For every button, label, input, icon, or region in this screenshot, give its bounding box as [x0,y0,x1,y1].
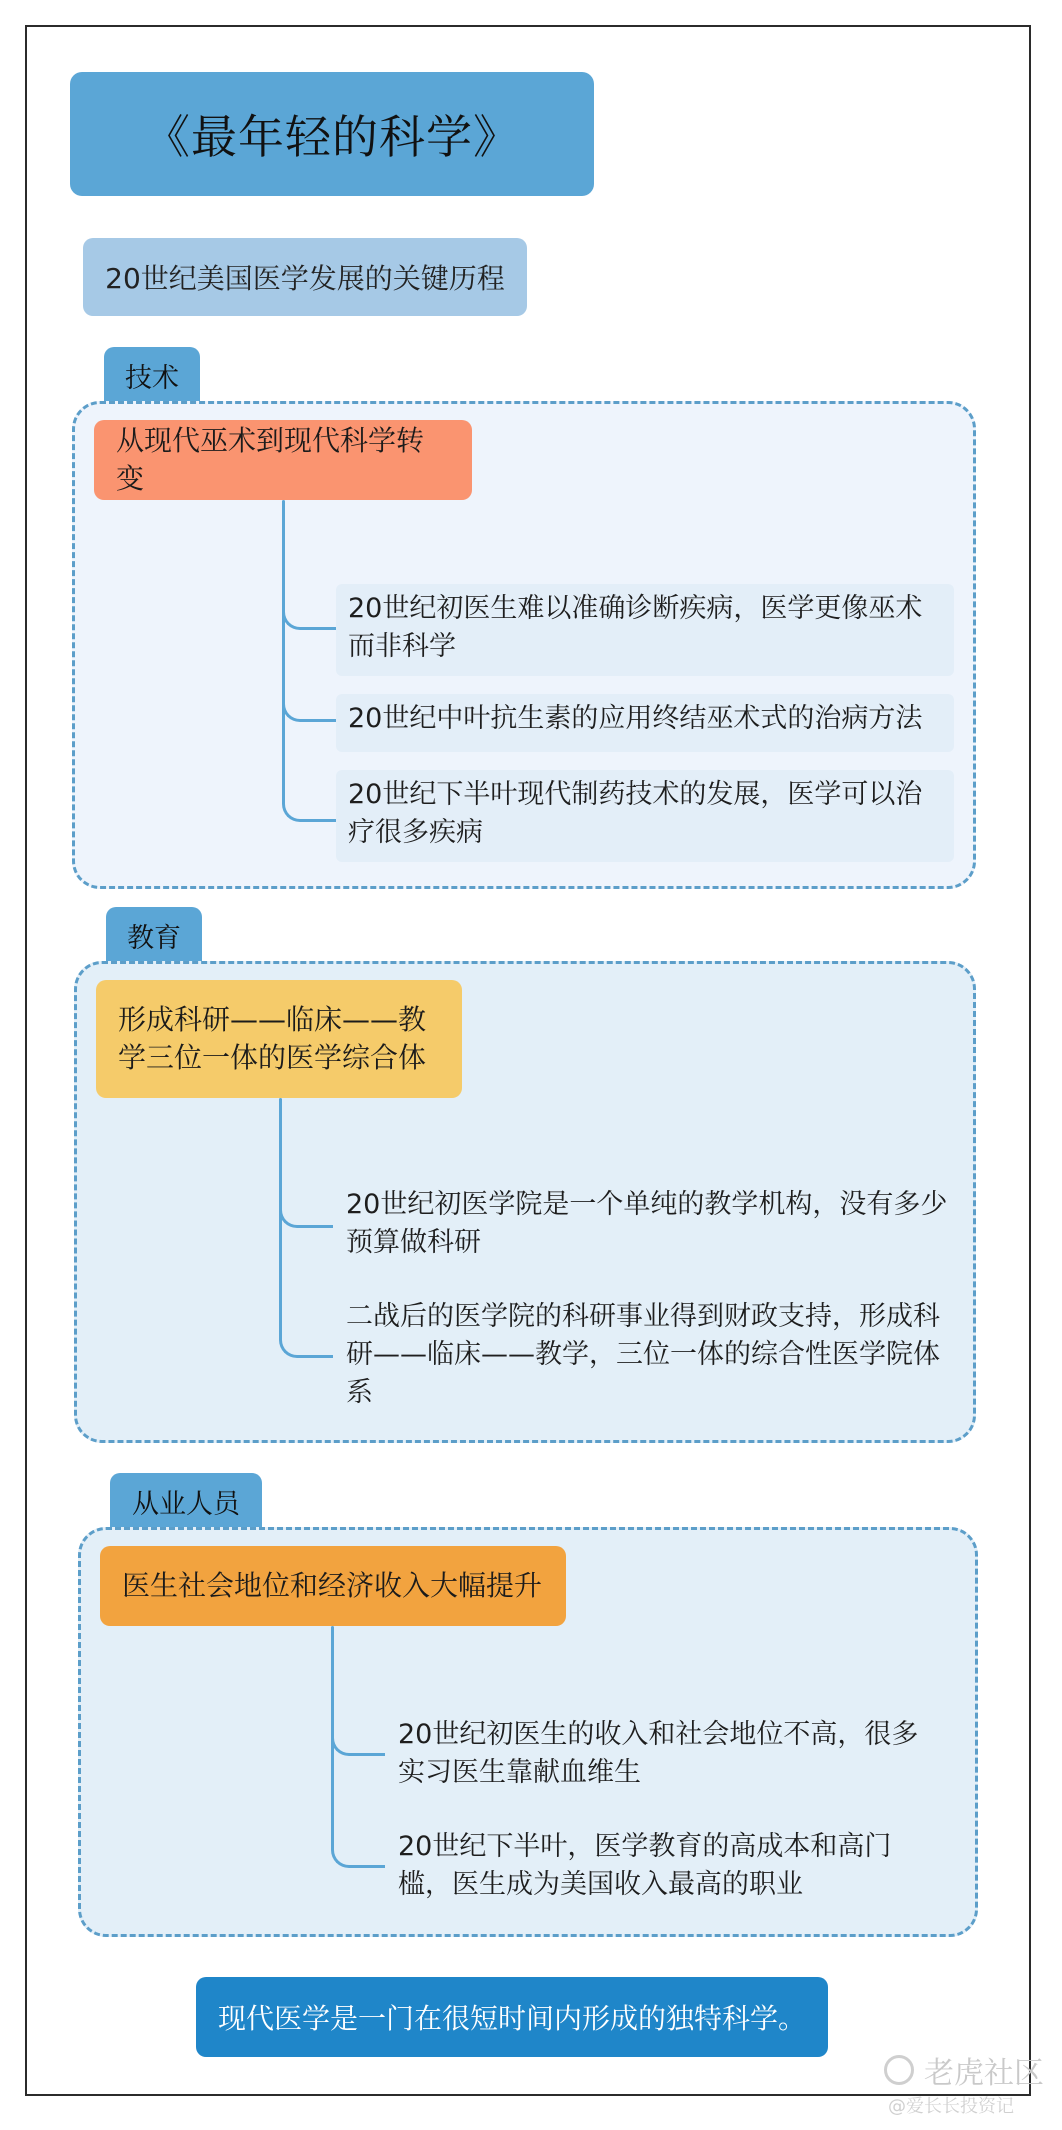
section-tag-practitioners: 从业人员 [110,1473,262,1529]
watermark-text: 老虎社区 [924,2056,1044,2091]
item-education-1: 20世纪初医学院是一个单纯的教学机构，没有多少预算做科研 [346,1189,948,1258]
section-tag-education: 教育 [106,907,202,963]
connector-branch [331,1726,385,1868]
item-technology-1: 20世纪初医生难以准确诊断疾病，医学更像巫术而非科学 [336,584,954,676]
connector-branch [282,560,336,822]
section-tag-technology: 技术 [104,347,200,403]
section-head-practitioners: 医生社会地位和经济收入大幅提升 [100,1546,566,1626]
item-practitioners-1: 20世纪初医生的收入和社会地位不高，很多实习医生靠献血维生 [398,1719,919,1788]
item-technology-2: 20世纪中叶抗生素的应用终结巫术式的治病方法 [336,694,954,752]
connector-branch [279,1198,333,1358]
watermark [884,2048,1044,2092]
section-head-technology: 从现代巫术到现代科学转变 [94,420,472,500]
section-head-education: 形成科研——临床——教学三位一体的医学综合体 [96,980,462,1098]
item-practitioners-2: 20世纪下半叶，医学教育的高成本和高门槛，医生成为美国收入最高的职业 [398,1831,892,1900]
footer-conclusion: 现代医学是一门在很短时间内形成的独特科学。 [196,1977,828,2057]
watermark-sub: @爱长长投资记 [888,2096,1014,2117]
page-subtitle: 20世纪美国医学发展的关键历程 [83,238,527,316]
watermark-logo-icon [884,2055,914,2085]
item-technology-3: 20世纪下半叶现代制药技术的发展，医学可以治疗很多疾病 [336,770,954,862]
item-education-2: 二战后的医学院的科研事业得到财政支持，形成科研——临床——教学，三位一体的综合性医学院体系 [346,1301,940,1408]
page-title: 《最年轻的科学》 [70,72,594,196]
